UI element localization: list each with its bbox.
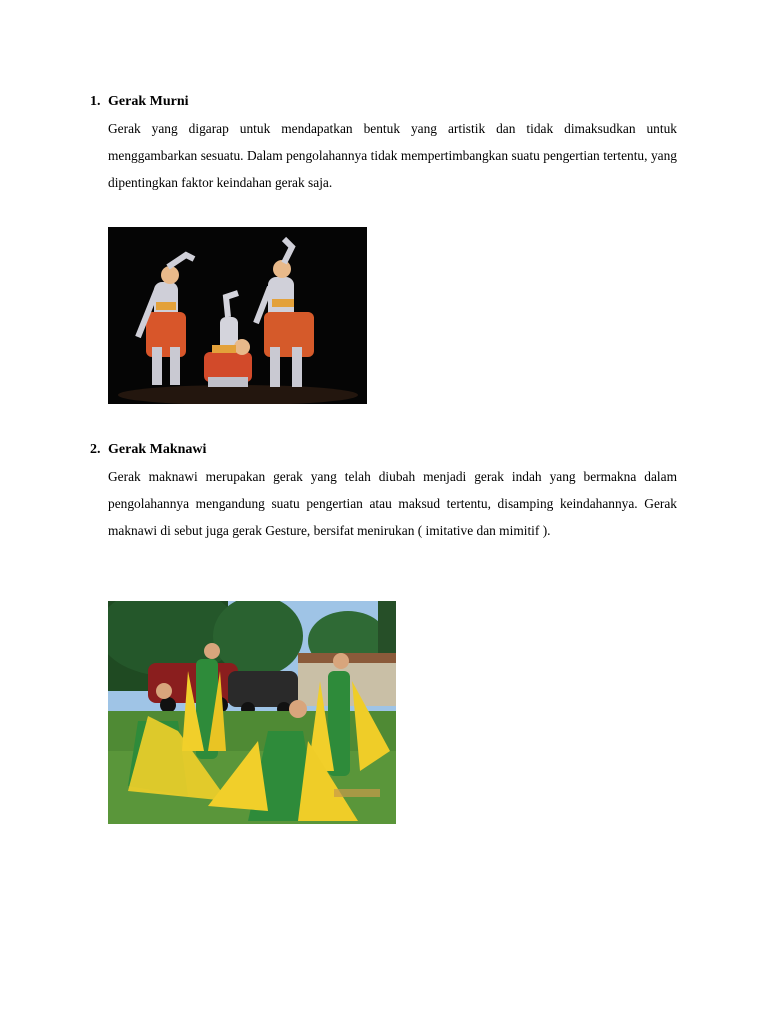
section-2-paragraph: Gerak maknawi merupakan gerak yang telah diubah menjadi gerak indah yang bermakna dalam pengolahannya mengandung suatu pengertian atau maksud tertentu, disamping keindahannya. Gerak maknawi di sebut juga gerak Gesture, bersifat menirukan ( imitative dan mimitif ). bbox=[108, 469, 677, 538]
section-1-number: 1. bbox=[90, 94, 101, 109]
section-2-number: 2. bbox=[90, 442, 101, 457]
section-2-heading bbox=[90, 441, 206, 459]
section-2-title: Gerak Maknawi bbox=[108, 442, 207, 457]
photo-gerak-maknawi-dancers bbox=[108, 601, 396, 824]
section-1-title: Gerak Murni bbox=[108, 94, 189, 109]
photo-gerak-murni-dancers bbox=[108, 227, 367, 404]
section-1-heading bbox=[90, 93, 189, 111]
section-1-paragraph: Gerak yang digarap untuk mendapatkan bentuk yang artistik dan tidak dimaksudkan untuk menggambarkan sesuatu. Dalam pengolahannya tidak mempertimbangkan suatu pengertian tertentu, yang dipentingkan faktor keindahan gerak saja. bbox=[108, 121, 677, 190]
